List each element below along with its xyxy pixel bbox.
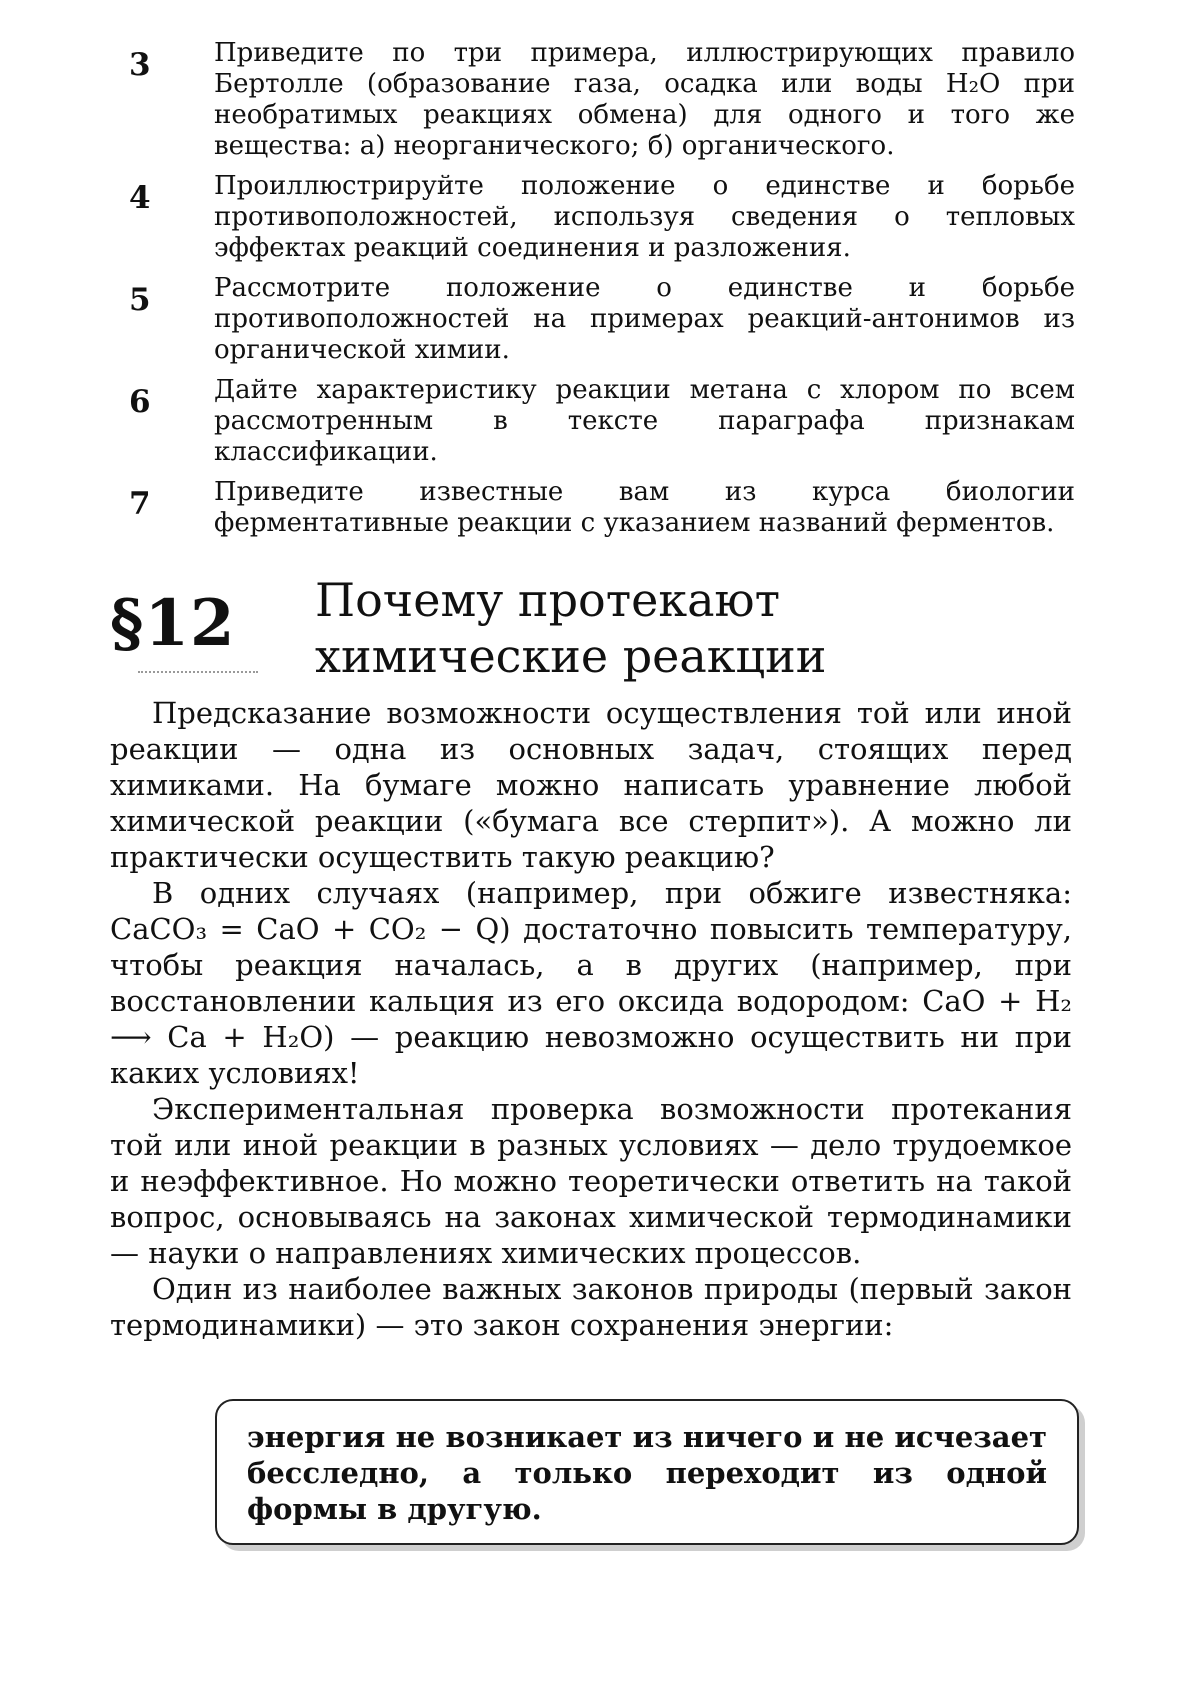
section-title [315, 572, 826, 684]
section-number: §12 [110, 586, 236, 661]
question-item [115, 171, 1075, 264]
question-item [115, 375, 1075, 468]
question-number: 3 [129, 47, 151, 83]
question-number: 5 [129, 282, 151, 318]
questions-list [115, 38, 1075, 548]
section-number-underline [138, 667, 258, 673]
question-number: 4 [129, 180, 151, 216]
body-paragraph: Один из наиболее важных законов природы (первый закон термодинамики) — это закон сохранения энергии: [110, 1272, 1072, 1342]
question-item [115, 477, 1075, 539]
question-text: Приведите по три примера, иллюстрирующих правило Бертолле (образование газа, осадка или воды H₂O при необратимых реакциях обмена) для одного и того же вещества: а) неорганического; б) органического. [214, 38, 1075, 161]
question-text: Дайте характеристику реакции метана с хлором по всем рассмотренным в тексте параграфа признакам классификации. [214, 375, 1075, 467]
law-definition-box [215, 1399, 1079, 1545]
body-paragraph: В одних случаях (например, при обжиге известняка: CaCO₃ = CaO + CO₂ − Q) достаточно повысить температуру, чтобы реакция началась, а в других (например, при восстановлении кальция из его оксида водородом: CaO + H₂ ⟶ Ca + H₂O) — реакцию невозможно осуществить ни при каких условиях! [110, 876, 1072, 1090]
question-text: Проиллюстрируйте положение о единстве и борьбе противоположностей, используя сведения о тепловых эффектах реакций соединения и разложения. [214, 171, 1075, 263]
question-text: Приведите известные вам из курса биологии ферментативные реакции с указанием названий ферментов. [214, 477, 1075, 538]
section-title-line2: химические реакции [315, 629, 827, 683]
question-item [115, 273, 1075, 366]
body-paragraph: Предсказание возможности осуществления той или иной реакции — одна из основных задач, стоящих перед химиками. На бумаге можно написать уравнение любой химической реакции («бумага все стерпит»). А можно ли практически осуществить такую реакцию? [110, 696, 1072, 874]
law-definition-text: энергия не возникает из ничего и не исчезает бесследно, а только переходит из одной формы в другую. [247, 1420, 1047, 1526]
section-title-line1: Почему протекают [315, 573, 781, 627]
question-number: 6 [129, 384, 151, 420]
section-body [110, 695, 1072, 1343]
question-item [115, 38, 1075, 162]
question-text: Рассмотрите положение о единстве и борьбе противоположностей на примерах реакций-антонимов из органической химии. [214, 273, 1075, 365]
question-number: 7 [129, 486, 151, 522]
body-paragraph: Экспериментальная проверка возможности протекания той или иной реакции в разных условиях — дело трудоемкое и неэффективное. Но можно теоретически ответить на такой вопрос, основываясь на законах химической термодинамики — науки о направлениях химических процессов. [110, 1092, 1072, 1270]
section-heading [110, 572, 1070, 692]
